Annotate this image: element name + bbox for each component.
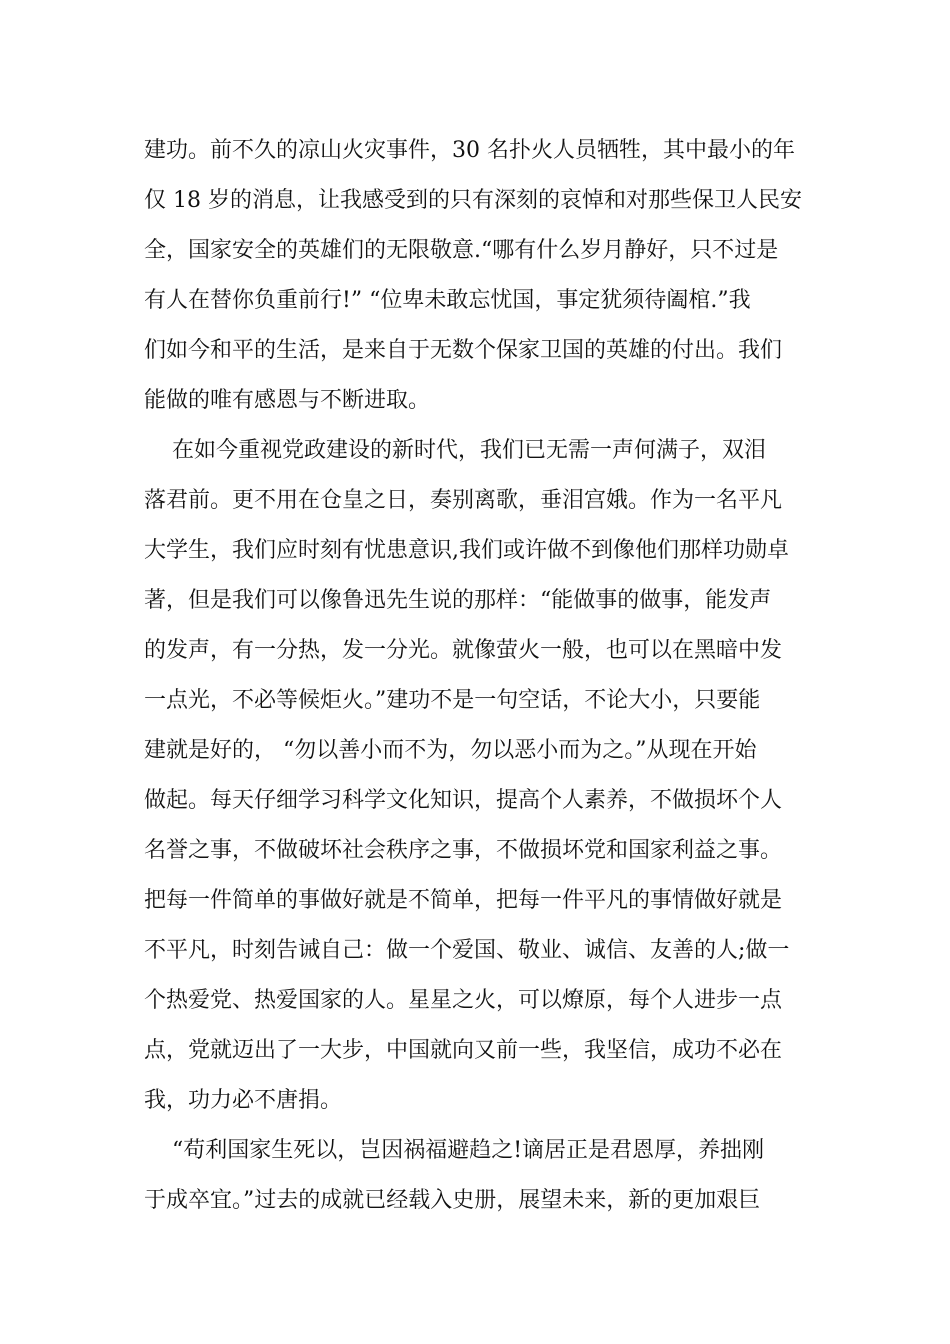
- document-body: [144, 126, 808, 1226]
- text-line: 全，国家安全的英雄们的无限敬意.“哪有什么岁月静好，只不过是: [144, 238, 779, 263]
- text-line: 我，功力必不唐捐。: [144, 1088, 343, 1113]
- text-line: “苟利国家生死以，岂因祸福避趋之!谪居正是君恩厚，养拙刚: [144, 1138, 765, 1163]
- text-line: 建功。前不久的凉山火灾事件，30 名扑火人员牺牲，其中最小的年: [144, 138, 795, 163]
- text-line: 个热爱党、热爱国家的人。星星之火，可以燎原，每个人进步一点: [144, 988, 783, 1013]
- text-line: 有人在替你负重前行!” “位卑未敢忘忧国，事定犹须待阖棺.”我: [144, 288, 751, 313]
- text-line: 们如今和平的生活，是来自于无数个保家卫国的英雄的付出。我们: [144, 338, 783, 363]
- text-line: 名誉之事，不做破坏社会秩序之事，不做损坏党和国家利益之事。: [144, 838, 783, 863]
- text-line: 把每一件简单的事做好就是不简单，把每一件平凡的事情做好就是: [144, 888, 783, 913]
- text-line: 做起。每天仔细学习科学文化知识，提高个人素养，不做损坏个人: [144, 788, 783, 813]
- text-line: 在如今重视党政建设的新时代，我们已无需一声何满子，双泪: [144, 438, 766, 463]
- text-line: 著，但是我们可以像鲁迅先生说的那样：“能做事的做事，能发声: [144, 588, 772, 613]
- text-line: 能做的唯有感恩与不断进取。: [144, 388, 431, 413]
- text-line: 点，党就迈出了一大步，中国就向又前一些，我坚信，成功不必在: [144, 1038, 783, 1063]
- text-line: 建就是好的， “勿以善小而不为，勿以恶小而为之。”从现在开始: [144, 738, 757, 763]
- text-line: 仅 18 岁的消息，让我感受到的只有深刻的哀悼和对那些保卫人民安: [144, 188, 802, 213]
- text-line: 大学生，我们应时刻有忧患意识,我们或许做不到像他们那样功勋卓: [144, 538, 789, 563]
- text-line: 于成卒宜。”过去的成就已经载入史册，展望未来，新的更加艰巨: [144, 1188, 761, 1213]
- text-line: 一点光，不必等候炬火。”建功不是一句空话，不论大小，只要能: [144, 688, 761, 713]
- text-line: 的发声，有一分热，发一分光。就像萤火一般，也可以在黑暗中发: [144, 638, 783, 663]
- text-line: 不平凡，时刻告诫自己：做一个爱国、敬业、诚信、友善的人;做一: [144, 938, 790, 963]
- text-line: 落君前。更不用在仓皇之日，奏别离歌，垂泪宫娥。作为一名平凡: [144, 488, 783, 513]
